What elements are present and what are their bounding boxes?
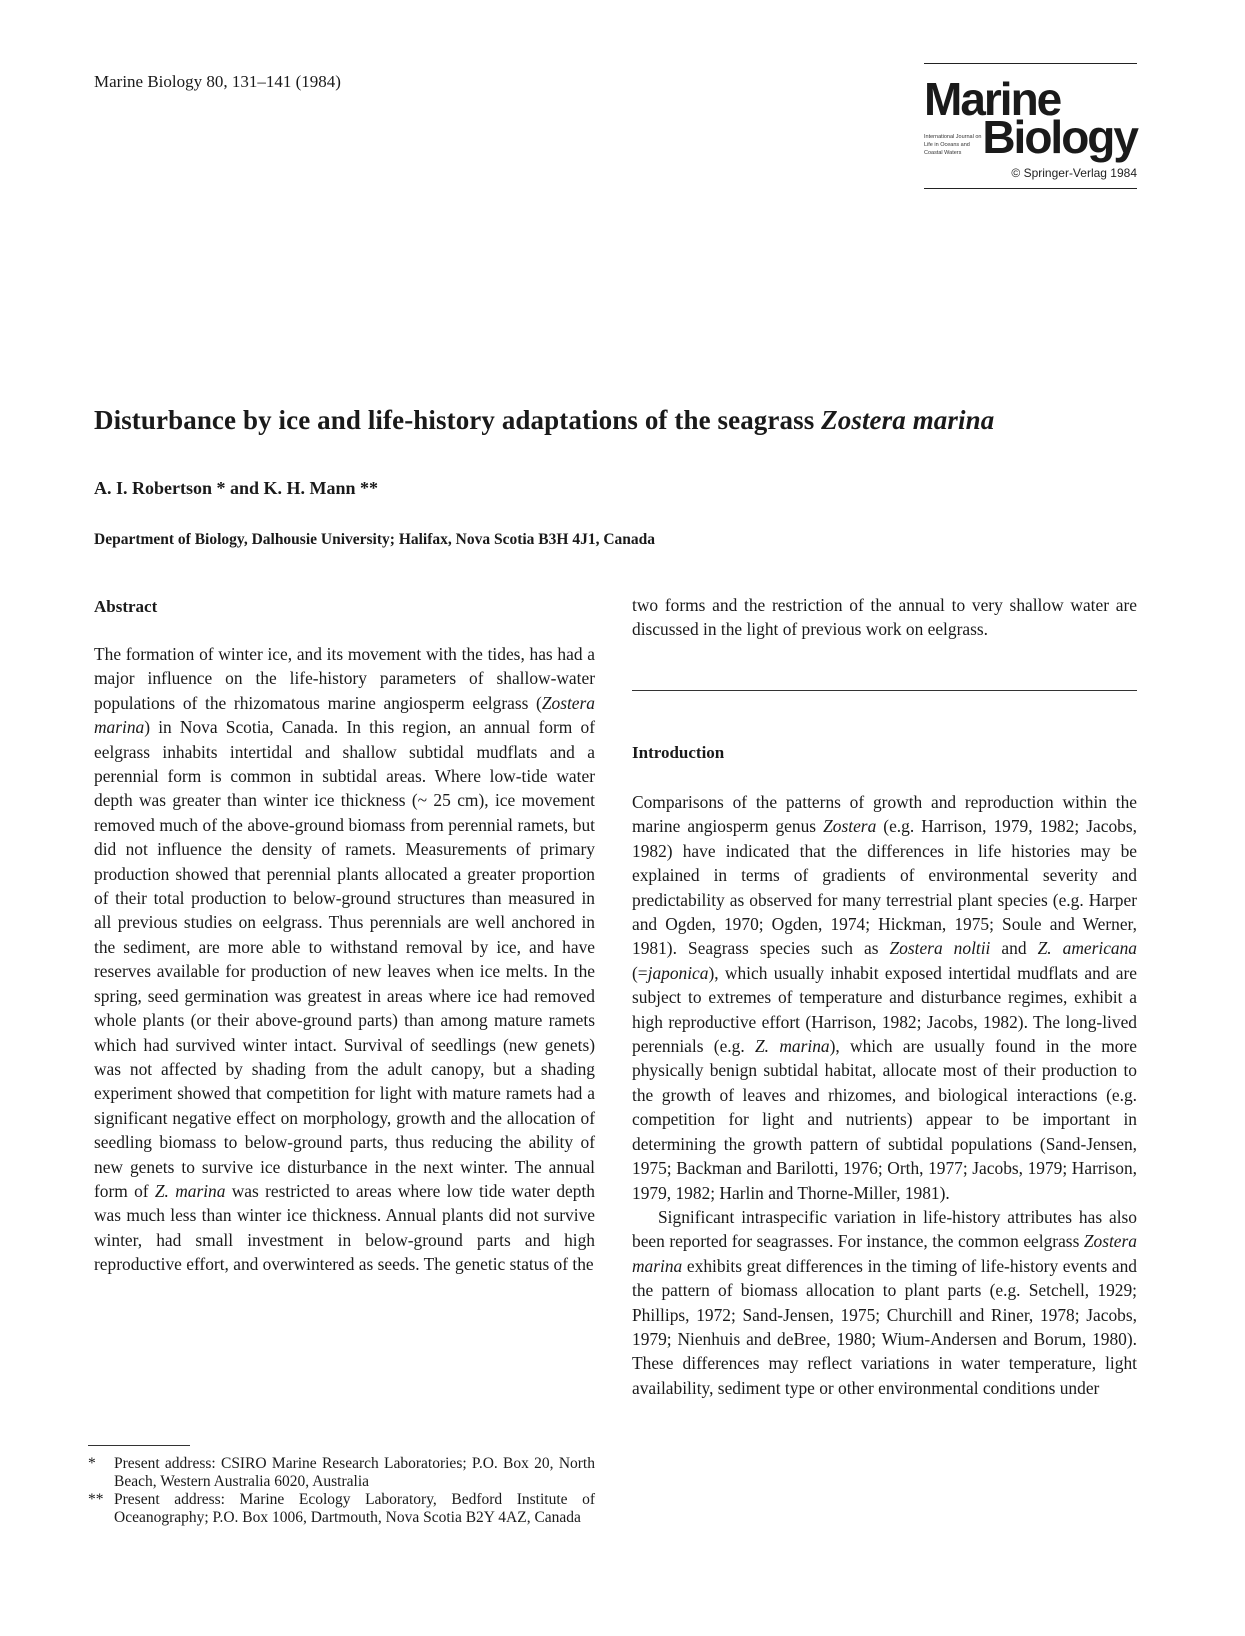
abstract-heading: Abstract [94,597,158,616]
abstract-continued-text: two forms and the restriction of the annual to very shallow water are discussed in the light of previous work on eelgrass. [632,595,1137,640]
species-name: Zostera marina [632,1231,1137,1276]
logo-top-rule [924,63,1137,64]
article-authors: A. I. Robertson * and K. H. Mann ** [94,478,379,498]
body-text: Significant intraspecific variation in life-history attributes has also been reported for seagrasses. For instance, the common eelgrass [632,1206,1137,1252]
species-name: Zostera [823,816,877,837]
body-text: exhibits great differences in the timing of life-history events and the pattern of biomass allocation to plant parts (e.g. Setchell, 1929; Phillips, 1972; Sand-Jensen, 1975; Churchill and Riner, 1978; Jacobs, 1979; Nienhuis and deBree, 1980; Wium-Andersen and Borum, 1980). These differences may reflect variations in water temperature, light availability, sediment type or other environmental conditions under [632,1255,1137,1398]
journal-logo-biology: Biology [982,111,1137,163]
introduction-paragraph-1 [632,790,1137,1205]
article-title-text: Disturbance by ice and life-history adaptations of the seagrass [94,405,822,435]
introduction-paragraph-2 [632,1205,1137,1400]
species-name: Zostera noltii [889,938,991,959]
journal-logo-tagline: International Journal on Life in Oceans and Coastal Waters [924,134,982,156]
abstract-continued [632,593,1137,642]
species-name: Z. marina [755,1036,830,1057]
article-title-species: Zostera marina [821,405,995,435]
body-text: Comparisons of the patterns of growth and reproduction within the marine angiosperm genus [632,792,1137,837]
introduction-body [632,790,1137,1400]
footnote-mark: ** [88,1491,104,1508]
body-text: ), which are usually found in the more physically benign subtidal habitat, allocate most of their production to the growth of leaves and rhizomes, and biological interactions (e.g. competition for light and nutrients) appear to be important in determining the growth pattern of subtidal populations (Sand-Jensen, 1975; Backman and Barilotti, 1976; Orth, 1977; Jacobs, 1979; Harrison, 1979, 1982; Harlin and Thorne-Miller, 1981). [632,1036,1137,1203]
abstract-species-1: Zostera marina [94,692,595,738]
footnotes [88,1455,595,1527]
body-text: (e.g. Harrison, 1979, 1982; Jacobs, 1982) have indicated that the differences in life histories may be explained in terms of gradients of environmental severity and predictability as observed for many terrestrial plant species (e.g. Harper and Ogden, 1970; Ogden, 1974; Hickman, 1975; Soule and Werner, 1981). Seagrass species such as [632,816,1137,959]
article-affiliation: Department of Biology, Dalhousie University; Halifax, Nova Scotia B3H 4J1, Canada [94,531,656,548]
footnote-text: Present address: CSIRO Marine Research Laboratories; P.O. Box 20, North Beach, Western Australia 6020, Australia [114,1455,595,1490]
footnote-rule [88,1445,190,1446]
journal-logo-marine: Marine [924,73,1061,125]
abstract-end-rule [632,690,1137,691]
introduction-heading: Introduction [632,743,725,762]
abstract-species-2: Z. marina [154,1180,226,1201]
footnote [88,1491,595,1527]
species-name: Z. americana [1037,938,1138,959]
abstract-text-2: ) in Nova Scotia, Canada. In this region, an annual form of eelgrass inhabits intertidal and shallow subtidal mudflats and a perennial form is common in subtidal areas. Where low-tide water depth was greater than winter ice thickness (~ 25 cm), ice movement removed much of the above-ground biomass from perennial ramets, but did not influence the density of ramets. Measurements of primary production showed that perennial plants allocated a greater proportion of their total production to below-ground structures than measured in all previous studies on eelgrass. Thus perennials are well anchored in the sediment, are more able to withstand removal by ice, and have reserves available for production of new leaves when ice melts. In the spring, seed germination was greatest in areas where ice had removed whole plants (or their above-ground parts) than among mature ramets which had survived winter intact. Survival of seedlings (new genets) was not affected by shading from the adult canopy, but a shading experiment showed that competition for light with mature ramets had a significant negative effect on morphology, growth and the allocation of seedling biomass to below-ground parts, thus reducing the ability of new genets to survive ice disturbance in the next winter. The annual form of [94,717,595,1201]
abstract-paragraph [94,642,595,1277]
species-name: japonica [647,962,709,983]
abstract-body [94,642,595,1277]
body-text: (= [632,962,648,983]
journal-citation: Marine Biology 80, 131–141 (1984) [94,72,341,91]
logo-bottom-rule [924,188,1137,189]
abstract-text-3: was restricted to areas where low tide water depth was much less than winter ice thickness. Annual plants did not survive winter, had small investment in below-ground parts and high reproductive effort, and overwintered as seeds. The genetic status of the [94,1180,595,1275]
footnote-text: Present address: Marine Ecology Laboratory, Bedford Institute of Oceanography; P.O. Box 1006, Dartmouth, Nova Scotia B2Y 4AZ, Canada [114,1491,595,1526]
footnote [88,1455,595,1491]
journal-copyright: © Springer-Verlag 1984 [1011,166,1137,180]
abstract-text-1: The formation of winter ice, and its movement with the tides, has had a major influence on the life-history parameters of shallow-water populations of the rhizomatous marine angiosperm eelgrass ( [94,644,595,713]
article-title [94,405,1154,436]
footnote-mark: * [88,1455,96,1472]
body-text: and [990,938,1038,959]
body-text: ), which usually inhabit exposed intertidal mudflats and are subject to extremes of temperature and disturbance regimes, exhibit a high reproductive effort (Harrison, 1982; Jacobs, 1982). The long-lived perennials (e.g. [632,962,1137,1057]
